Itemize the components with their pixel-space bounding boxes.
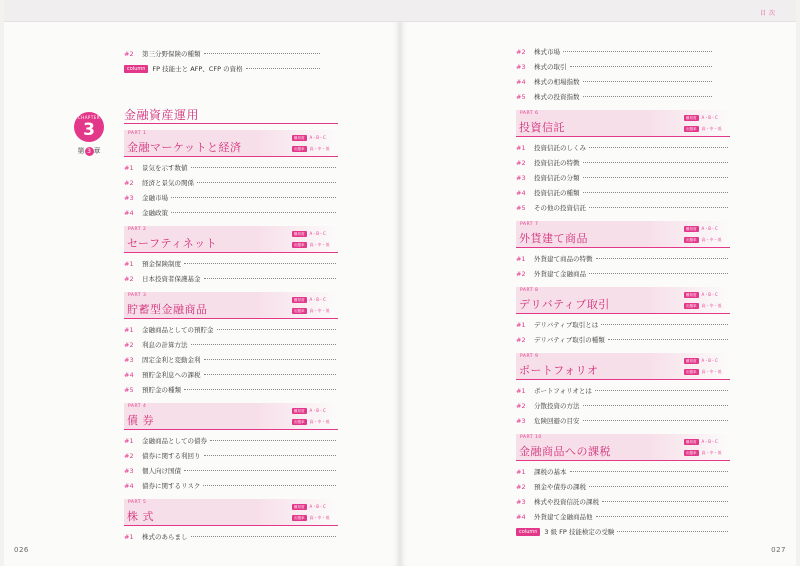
dot-leader [583, 405, 729, 406]
difficulty-value: A・B・C [309, 230, 326, 236]
frequency-label: 出題率 [294, 419, 305, 424]
part-header [124, 403, 338, 430]
toc-item[interactable] [516, 479, 730, 494]
item-number: #4 [124, 481, 134, 490]
difficulty-value: A・B・C [309, 503, 326, 509]
toc-item[interactable] [124, 160, 338, 175]
part-label: PART 8 [520, 288, 539, 293]
item-title: 外貨建て商品の特徴 [534, 255, 593, 263]
dot-leader [171, 197, 336, 198]
dot-leader [204, 53, 321, 54]
dot-leader [602, 501, 728, 502]
frequency-tag [292, 417, 336, 426]
toc-item[interactable] [124, 205, 338, 220]
toc-item[interactable] [516, 332, 730, 347]
difficulty-label: 難易度 [294, 408, 305, 413]
item-title: 株式や投資信託の課税 [534, 498, 599, 506]
item-title: 経済と景気の関係 [142, 179, 194, 187]
dot-leader [204, 359, 337, 360]
difficulty-label: 難易度 [294, 231, 305, 236]
item-title: ポートフォリオとは [534, 387, 592, 395]
item-number: #4 [124, 370, 134, 379]
item-title: その他の投資信託 [534, 204, 586, 212]
part-tags [292, 295, 336, 317]
item-title: 債券に関するリスク [142, 482, 201, 490]
item-title: 債券に関する利回り [142, 452, 201, 460]
frequency-tag [292, 513, 336, 522]
item-number: #1 [124, 163, 134, 172]
item-title: 投資信託の特徴 [534, 159, 580, 167]
frequency-value: 高・中・低 [701, 449, 722, 455]
right-parts [516, 110, 730, 524]
item-title: 外貨建て金融商品 [534, 270, 586, 278]
difficulty-tag [292, 229, 336, 238]
part-tags [684, 437, 728, 459]
difficulty-value: A・B・C [701, 438, 718, 444]
difficulty-tag [684, 113, 728, 122]
item-number: #4 [516, 188, 526, 197]
difficulty-label: 難易度 [294, 504, 305, 509]
frequency-value: 高・中・低 [309, 307, 330, 313]
top-band-right [400, 0, 796, 22]
item-number: #3 [516, 173, 526, 182]
frequency-label: 出題率 [686, 303, 697, 308]
dot-leader [583, 96, 713, 97]
left-top-list [124, 46, 322, 76]
part-title: 投資信託 [519, 121, 565, 134]
part-header [516, 434, 730, 461]
dot-leader [184, 389, 336, 390]
dot-leader [563, 51, 712, 52]
frequency-label: 出題率 [294, 146, 305, 151]
item-number: #5 [516, 92, 526, 101]
difficulty-tag [684, 224, 728, 233]
item-title: 第三分野保険の種類 [142, 50, 201, 58]
item-title: 分散投資の方法 [534, 402, 580, 410]
frequency-label: 出題率 [294, 515, 305, 520]
dot-leader [608, 339, 728, 340]
column-badge: column [516, 528, 540, 536]
part-label: PART 2 [128, 227, 147, 232]
toc-item[interactable] [516, 383, 730, 398]
frequency-tag [684, 448, 728, 457]
difficulty-value: A・B・C [701, 225, 718, 231]
toc-item[interactable] [516, 494, 730, 509]
item-number: #1 [516, 386, 526, 395]
toc-item[interactable] [516, 317, 730, 332]
dot-leader [601, 324, 728, 325]
right-parts-column [516, 104, 730, 539]
item-title: 3 級 FP 技能検定の受験 [544, 528, 615, 536]
item-title: 預金や債券の課税 [534, 483, 586, 491]
part-header [124, 226, 338, 253]
part-tags [684, 356, 728, 378]
item-number: #1 [516, 467, 526, 476]
difficulty-label: 難易度 [294, 297, 305, 302]
difficulty-value: A・B・C [309, 134, 326, 140]
dot-leader [197, 182, 336, 183]
dot-leader [595, 390, 728, 391]
frequency-tag [684, 367, 728, 376]
difficulty-value: A・B・C [309, 296, 326, 302]
dot-leader [217, 329, 337, 330]
item-number: #2 [516, 269, 526, 278]
toc-item[interactable] [124, 529, 338, 544]
item-number: #2 [124, 451, 134, 460]
item-number: #3 [124, 466, 134, 475]
dot-leader [617, 531, 728, 532]
item-title: 利息の計算方法 [142, 341, 188, 349]
part-label: PART 6 [520, 111, 539, 116]
difficulty-tag [292, 133, 336, 142]
difficulty-tag [292, 406, 336, 415]
right-page [400, 0, 796, 566]
frequency-tag [684, 301, 728, 310]
item-title: 金融政策 [142, 209, 168, 217]
item-number: #1 [124, 532, 134, 541]
toc-item[interactable] [124, 433, 338, 448]
toc-item[interactable] [124, 337, 338, 352]
item-title: 景気を示す数値 [142, 164, 188, 172]
frequency-value: 高・中・低 [309, 514, 330, 520]
dot-leader [583, 420, 729, 421]
toc-item[interactable] [124, 256, 338, 271]
difficulty-value: A・B・C [701, 357, 718, 363]
chapter-title: 金融資産運用 [124, 106, 338, 124]
part-tags [684, 224, 728, 246]
dot-leader [184, 263, 336, 264]
difficulty-value: A・B・C [701, 114, 718, 120]
part-label: PART 1 [128, 131, 147, 136]
chapter-caption [74, 146, 104, 156]
toc-item[interactable] [124, 367, 338, 382]
frequency-label: 出題率 [294, 242, 305, 247]
dot-leader [184, 470, 336, 471]
toc-item[interactable] [124, 322, 338, 337]
item-title: 日本投資者保護基金 [142, 275, 201, 283]
part-tags [292, 133, 336, 155]
difficulty-tag [684, 437, 728, 446]
dot-leader [203, 485, 336, 486]
toc-item[interactable] [516, 251, 730, 266]
part-title: ポートフォリオ [519, 364, 599, 377]
toc-item[interactable] [516, 89, 714, 104]
item-number: #5 [516, 203, 526, 212]
item-title: 個人向け国債 [142, 467, 181, 475]
frequency-value: 高・中・低 [309, 241, 330, 247]
item-number: #3 [516, 416, 526, 425]
difficulty-label: 難易度 [686, 358, 697, 363]
frequency-value: 高・中・低 [309, 145, 330, 151]
item-title: FP 技能士と AFP、CFP の資格 [152, 65, 243, 73]
toc-item[interactable] [124, 175, 338, 190]
item-title: 外貨建て金融商品他 [534, 513, 593, 521]
frequency-value: 高・中・低 [701, 125, 722, 131]
toc-item[interactable] [124, 61, 322, 76]
dot-leader [583, 177, 729, 178]
item-number: #4 [516, 77, 526, 86]
item-number: #2 [124, 340, 134, 349]
frequency-value: 高・中・低 [701, 302, 722, 308]
frequency-tag [292, 240, 336, 249]
part-label: PART 3 [128, 293, 147, 298]
part-title: 株 式 [127, 510, 154, 523]
dot-leader [204, 374, 337, 375]
part-header [516, 353, 730, 380]
dot-leader [589, 207, 728, 208]
item-title: 株式の取引 [534, 63, 567, 71]
item-title: 預貯金の種類 [142, 386, 181, 394]
top-band [4, 0, 400, 22]
item-title: 投資信託の種類 [534, 189, 580, 197]
item-number: #3 [516, 497, 526, 506]
dot-leader [596, 516, 729, 517]
dot-leader [589, 273, 728, 274]
frequency-label: 出題率 [686, 369, 697, 374]
toc-item[interactable] [516, 140, 730, 155]
part-header [516, 110, 730, 137]
item-number: #1 [516, 320, 526, 329]
folio-right: 027 [771, 546, 786, 554]
toc-item[interactable] [516, 200, 730, 215]
chapter-suffix: 章 [93, 147, 101, 155]
difficulty-tag [292, 502, 336, 511]
part-tags [292, 502, 336, 524]
difficulty-value: A・B・C [309, 407, 326, 413]
part-label: PART 5 [128, 500, 147, 505]
item-number: #3 [124, 355, 134, 364]
item-number: #2 [516, 335, 526, 344]
item-number: #2 [124, 49, 134, 58]
part-header [124, 292, 338, 319]
chapter-caption-number: 3 [85, 147, 94, 156]
toc-item[interactable] [516, 170, 730, 185]
toc-item[interactable] [516, 185, 730, 200]
part-label: PART 4 [128, 404, 147, 409]
item-title: 金融市場 [142, 194, 168, 202]
toc-item[interactable] [124, 271, 338, 286]
frequency-tag [684, 235, 728, 244]
chapter-circle [74, 112, 104, 142]
frequency-label: 出題率 [686, 237, 697, 242]
item-number: #4 [516, 512, 526, 521]
item-title: 株式のあらまし [142, 533, 188, 541]
dot-leader [583, 162, 729, 163]
difficulty-label: 難易度 [686, 226, 697, 231]
item-title: 投資信託のしくみ [534, 144, 586, 152]
difficulty-label: 難易度 [686, 439, 697, 444]
left-page [4, 0, 400, 566]
left-chapter-column [124, 106, 338, 544]
part-header [124, 499, 338, 526]
toc-item[interactable] [124, 382, 338, 397]
running-head: 目次 [759, 10, 778, 17]
part-header [516, 221, 730, 248]
part-title: 金融マーケットと経済 [127, 141, 242, 154]
toc-item[interactable] [124, 478, 338, 493]
item-title: 預金保険制度 [142, 260, 181, 268]
item-title: 金融商品としての債券 [142, 437, 207, 445]
difficulty-label: 難易度 [686, 115, 697, 120]
item-number: #3 [516, 62, 526, 71]
toc-item[interactable] [124, 463, 338, 478]
chapter-badge [74, 112, 104, 156]
item-number: #2 [516, 47, 526, 56]
folio-left: 026 [14, 546, 29, 554]
item-title: デリバティブ取引とは [534, 321, 599, 329]
part-label: PART 10 [520, 435, 542, 440]
frequency-label: 出題率 [686, 126, 697, 131]
toc-item[interactable] [516, 464, 730, 479]
column-badge: column [124, 65, 148, 73]
item-title: 固定金利と変動金利 [142, 356, 201, 364]
part-title: 金融商品への課税 [519, 445, 611, 458]
part-header [124, 130, 338, 157]
toc-item[interactable] [124, 352, 338, 367]
part-tags [292, 406, 336, 428]
dot-leader [171, 212, 336, 213]
dot-leader [596, 258, 729, 259]
item-number: #1 [516, 254, 526, 263]
frequency-label: 出題率 [686, 450, 697, 455]
item-number: #1 [124, 325, 134, 334]
frequency-value: 高・中・低 [309, 418, 330, 424]
chapter-prefix: 第 [77, 147, 85, 155]
toc-item[interactable] [516, 59, 714, 74]
item-number: #2 [516, 482, 526, 491]
right-top-list [516, 44, 714, 104]
item-number: #1 [516, 143, 526, 152]
frequency-value: 高・中・低 [701, 236, 722, 242]
frequency-tag [684, 124, 728, 133]
difficulty-tag [684, 356, 728, 365]
dot-leader [570, 471, 729, 472]
item-number: #3 [124, 193, 134, 202]
dot-leader [204, 455, 337, 456]
item-title: デリバティブ取引の種類 [534, 336, 605, 344]
item-number: #2 [124, 178, 134, 187]
toc-item[interactable] [516, 155, 730, 170]
difficulty-tag [684, 290, 728, 299]
dot-leader [191, 536, 337, 537]
toc-item[interactable] [516, 74, 714, 89]
toc-item[interactable] [516, 413, 730, 428]
item-title: 投資信託の分類 [534, 174, 580, 182]
toc-item[interactable] [516, 524, 730, 539]
toc-item[interactable] [516, 509, 730, 524]
right-bottom-list [516, 524, 730, 539]
dot-leader [589, 486, 728, 487]
chapter-number: 3 [83, 120, 95, 140]
item-number: #2 [124, 274, 134, 283]
toc-item[interactable] [124, 190, 338, 205]
dot-leader [583, 81, 713, 82]
frequency-tag [292, 144, 336, 153]
dot-leader [570, 66, 713, 67]
part-title: 貯蓄型金融商品 [127, 303, 208, 316]
item-title: 危険回避の目安 [534, 417, 580, 425]
part-tags [684, 290, 728, 312]
part-title: セーフティネット [127, 237, 218, 250]
item-number: #1 [124, 259, 134, 268]
part-title: 外貨建て商品 [519, 232, 588, 245]
item-number: #2 [516, 158, 526, 167]
dot-leader [191, 167, 337, 168]
part-tags [684, 113, 728, 135]
dot-leader [589, 147, 728, 148]
dot-leader [583, 192, 729, 193]
dot-leader [210, 440, 336, 441]
part-title: 債 券 [127, 414, 154, 427]
item-title: 課税の基本 [534, 468, 567, 476]
toc-item[interactable] [516, 398, 730, 413]
dot-leader [246, 68, 320, 69]
frequency-label: 出題率 [294, 308, 305, 313]
item-number: #2 [516, 401, 526, 410]
item-title: 株式市場 [534, 48, 560, 56]
toc-item[interactable] [124, 448, 338, 463]
left-parts [124, 130, 338, 544]
part-tags [292, 229, 336, 251]
item-title: 預貯金利息への課税 [142, 371, 201, 379]
difficulty-label: 難易度 [294, 135, 305, 140]
frequency-tag [292, 306, 336, 315]
toc-item[interactable] [516, 266, 730, 281]
part-label: PART 9 [520, 354, 539, 359]
item-title: 金融商品としての預貯金 [142, 326, 214, 334]
frequency-value: 高・中・低 [701, 368, 722, 374]
dot-leader [191, 344, 337, 345]
part-label: PART 7 [520, 222, 539, 227]
difficulty-tag [292, 295, 336, 304]
part-title: デリバティブ取引 [519, 298, 610, 311]
item-title: 株式の投資指数 [534, 93, 580, 101]
toc-item[interactable] [124, 46, 322, 61]
book-spread [4, 0, 796, 566]
item-number: #1 [124, 436, 134, 445]
difficulty-label: 難易度 [686, 292, 697, 297]
toc-item[interactable] [516, 44, 714, 59]
part-header [516, 287, 730, 314]
chapter-label: CHAPTER [77, 115, 101, 120]
item-number: #5 [124, 385, 134, 394]
dot-leader [204, 278, 337, 279]
difficulty-value: A・B・C [701, 291, 718, 297]
item-number: #4 [124, 208, 134, 217]
item-title: 株式の相場指数 [534, 78, 580, 86]
